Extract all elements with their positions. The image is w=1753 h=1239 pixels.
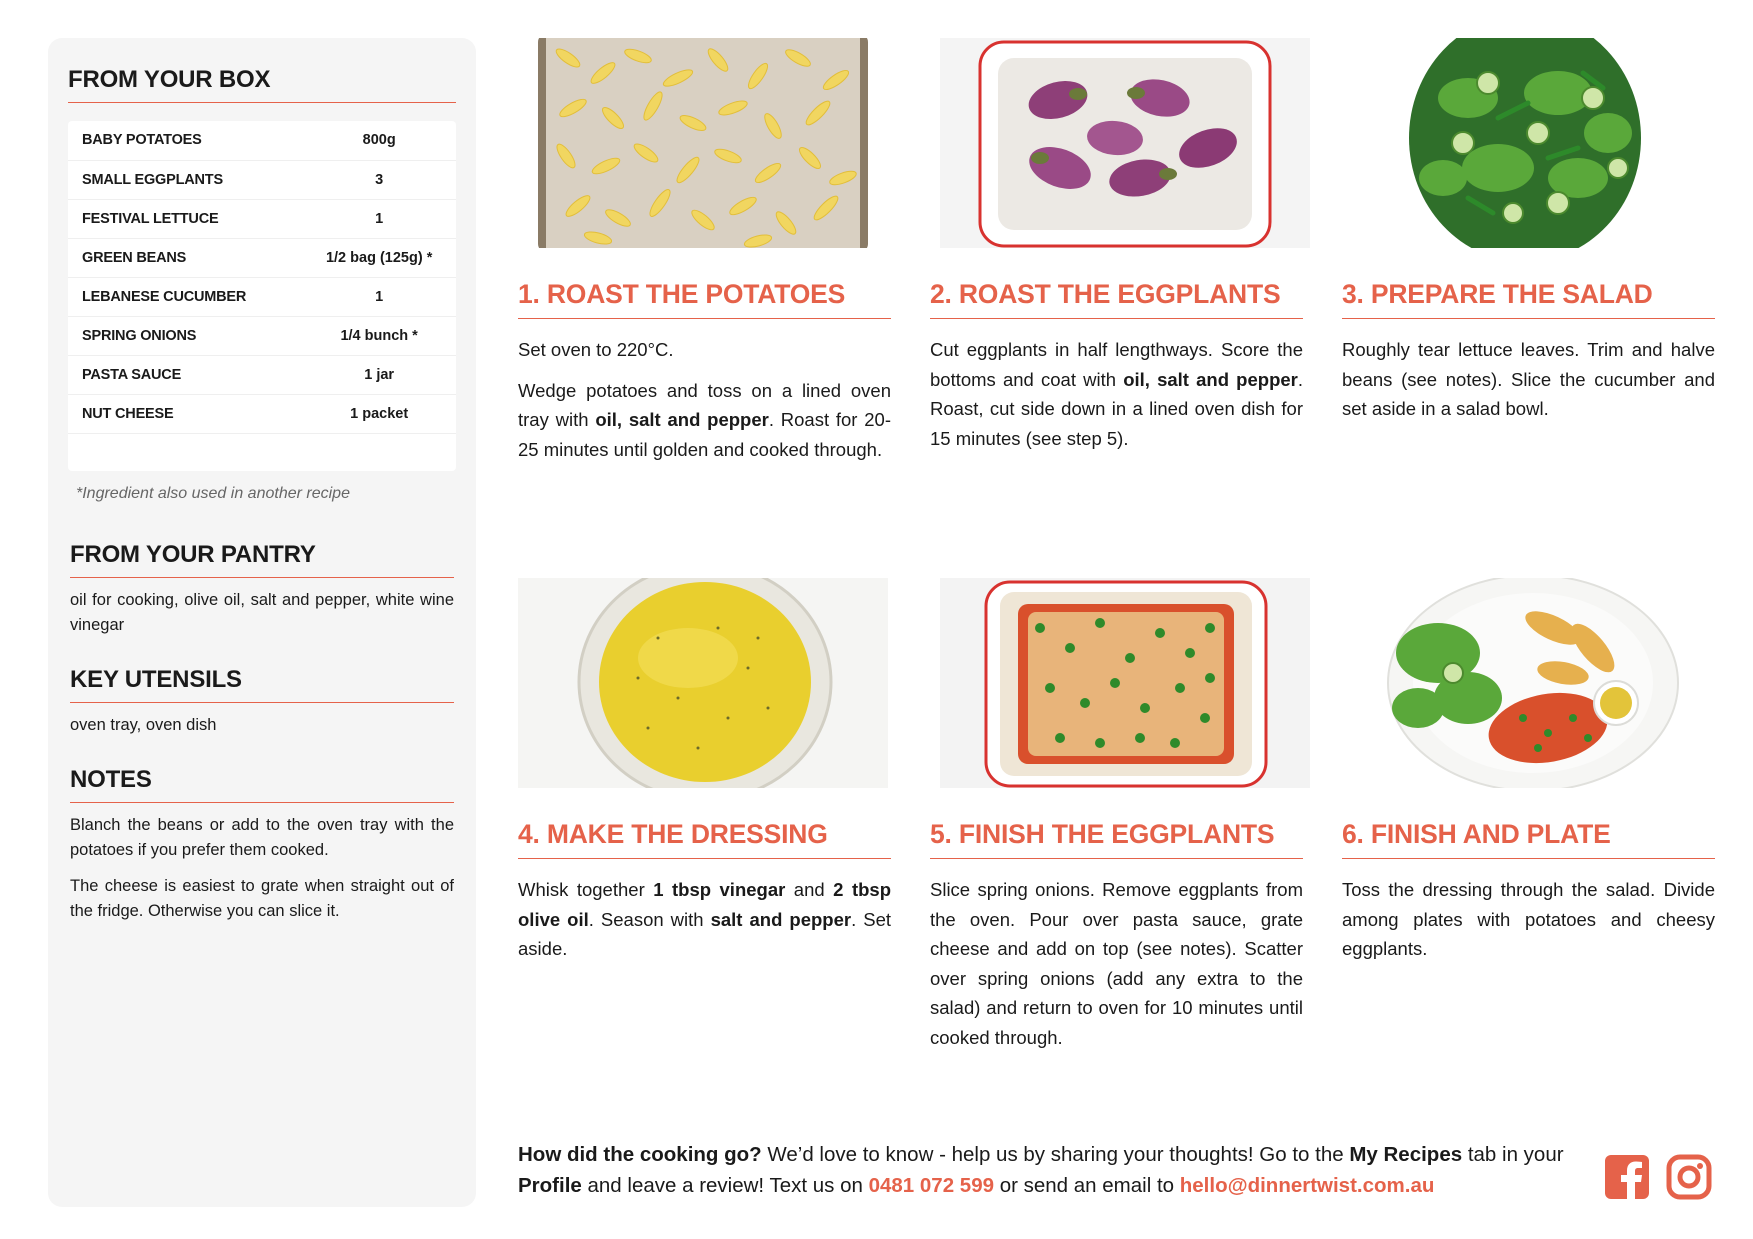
ingredient-name: GREEN BEANS [68,238,316,277]
ingredient-name: LEBANESE CUCUMBER [68,277,316,316]
utensils-heading: KEY UTENSILS [70,666,454,703]
step-2-para: Cut eggplants in half lengthways. Score the bottoms and coat with oil, salt and pepper. Roast, cut side down in a lined oven dish for 15 minutes (see step 5). [930,339,1303,449]
step-6-heading: 6. FINISH AND PLATE [1342,819,1715,859]
ingredient-name: FESTIVAL LETTUCE [68,199,316,238]
step-3-text: Roughly tear lettuce leaves. Trim and halve beans (see notes). Slice the cucumber and set aside in a salad bowl. [1342,339,1715,419]
ingredient-name: BABY POTATOES [68,121,316,160]
ingredient-qty: 1 [316,277,456,316]
ingredient-qty: 800g [316,121,456,160]
table-row [68,199,456,238]
step-1-para-1: Set oven to 220°C. [518,339,674,360]
step-5-text: Slice spring onions. Remove eggplants from the oven. Pour over pasta sauce, grate cheese and add on top (see notes). Scatter over spring onions (add any extra to the salad) and return to oven for 10 minutes until cooked through. [930,879,1303,1048]
step-1-heading: 1. ROAST THE POTATOES [518,279,891,319]
ingredient-qty: 1/4 bunch * [316,316,456,355]
feedback-question: How did the cooking go? [518,1143,762,1166]
step-6-text: Toss the dressing through the salad. Divide among plates with potatoes and cheesy eggplants. [1342,879,1715,959]
notes-section [68,766,456,924]
utensils-text: oven tray, oven dish [70,716,217,734]
ingredients-sidebar [48,38,476,1207]
pantry-heading: FROM YOUR PANTRY [70,541,454,578]
step-2-heading: 2. ROAST THE EGGPLANTS [930,279,1303,319]
pantry-text: oil for cooking, olive oil, salt and pepper, white wine vinegar [70,591,454,634]
step-5-heading: 5. FINISH THE EGGPLANTS [930,819,1303,859]
step-1-text [518,335,891,464]
table-row [68,121,456,160]
ingredient-name: NUT CHEESE [68,394,316,433]
feedback-footer: How did the cooking go? We’d love to know - help us by sharing your thoughts! Go to the My Recipes tab in your Profile and leave a review! Text us on 0481 072 599 or send an email to hello@dinnertwist.com.au [518,1143,1564,1197]
notes-heading: NOTES [70,766,454,803]
table-row-empty [68,433,456,471]
ingredient-name: PASTA SAUCE [68,355,316,394]
email-link[interactable]: hello@dinnertwist.com.au [1179,1174,1435,1197]
table-row [68,394,456,433]
ingredient-qty: 1/2 bag (125g) * [316,238,456,277]
step-5-image [940,578,1310,788]
pantry-section [68,541,456,638]
note-item: Blanch the beans or add to the oven tray with the potatoes if you prefer them cooked. [70,816,454,859]
step-3-image [1348,38,1718,248]
step-4-text [518,875,891,964]
step-2-image [940,38,1310,248]
phone-link[interactable]: 0481 072 599 [868,1174,994,1197]
table-row [68,238,456,277]
ingredient-footnote: *Ingredient also used in another recipe [76,485,350,502]
step-1-image [518,38,888,248]
ingredient-name: SPRING ONIONS [68,316,316,355]
table-row [68,355,456,394]
step-3-heading: 3. PREPARE THE SALAD [1342,279,1715,319]
step-4-heading: 4. MAKE THE DRESSING [518,819,891,859]
table-row [68,160,456,199]
step-4-para: Whisk together 1 tbsp vinegar and 2 tbsp olive oil. Season with salt and pepper. Set aside. [518,879,891,959]
step-2-text [930,335,1303,453]
ingredient-qty: 1 packet [316,394,456,433]
instagram-icon[interactable] [1666,1154,1712,1200]
ingredient-qty: 1 [316,199,456,238]
table-row [68,316,456,355]
ingredient-qty: 3 [316,160,456,199]
from-box-heading: FROM YOUR BOX [68,66,456,103]
ingredient-qty: 1 jar [316,355,456,394]
facebook-icon[interactable] [1604,1154,1650,1200]
my-recipes-link[interactable]: My Recipes [1349,1143,1463,1166]
table-row [68,277,456,316]
step-6-image [1348,578,1718,788]
profile-link[interactable]: Profile [518,1174,582,1197]
step-1-para-2: Wedge potatoes and toss on a lined oven tray with oil, salt and pepper. Roast for 20-25 minutes until golden and cooked through. [518,379,891,460]
ingredient-table [68,121,456,471]
ingredient-name: SMALL EGGPLANTS [68,160,316,199]
note-item: The cheese is easiest to grate when straight out of the fridge. Otherwise you can slice it. [70,877,454,920]
utensils-section [68,666,456,738]
step-4-image [518,578,888,788]
